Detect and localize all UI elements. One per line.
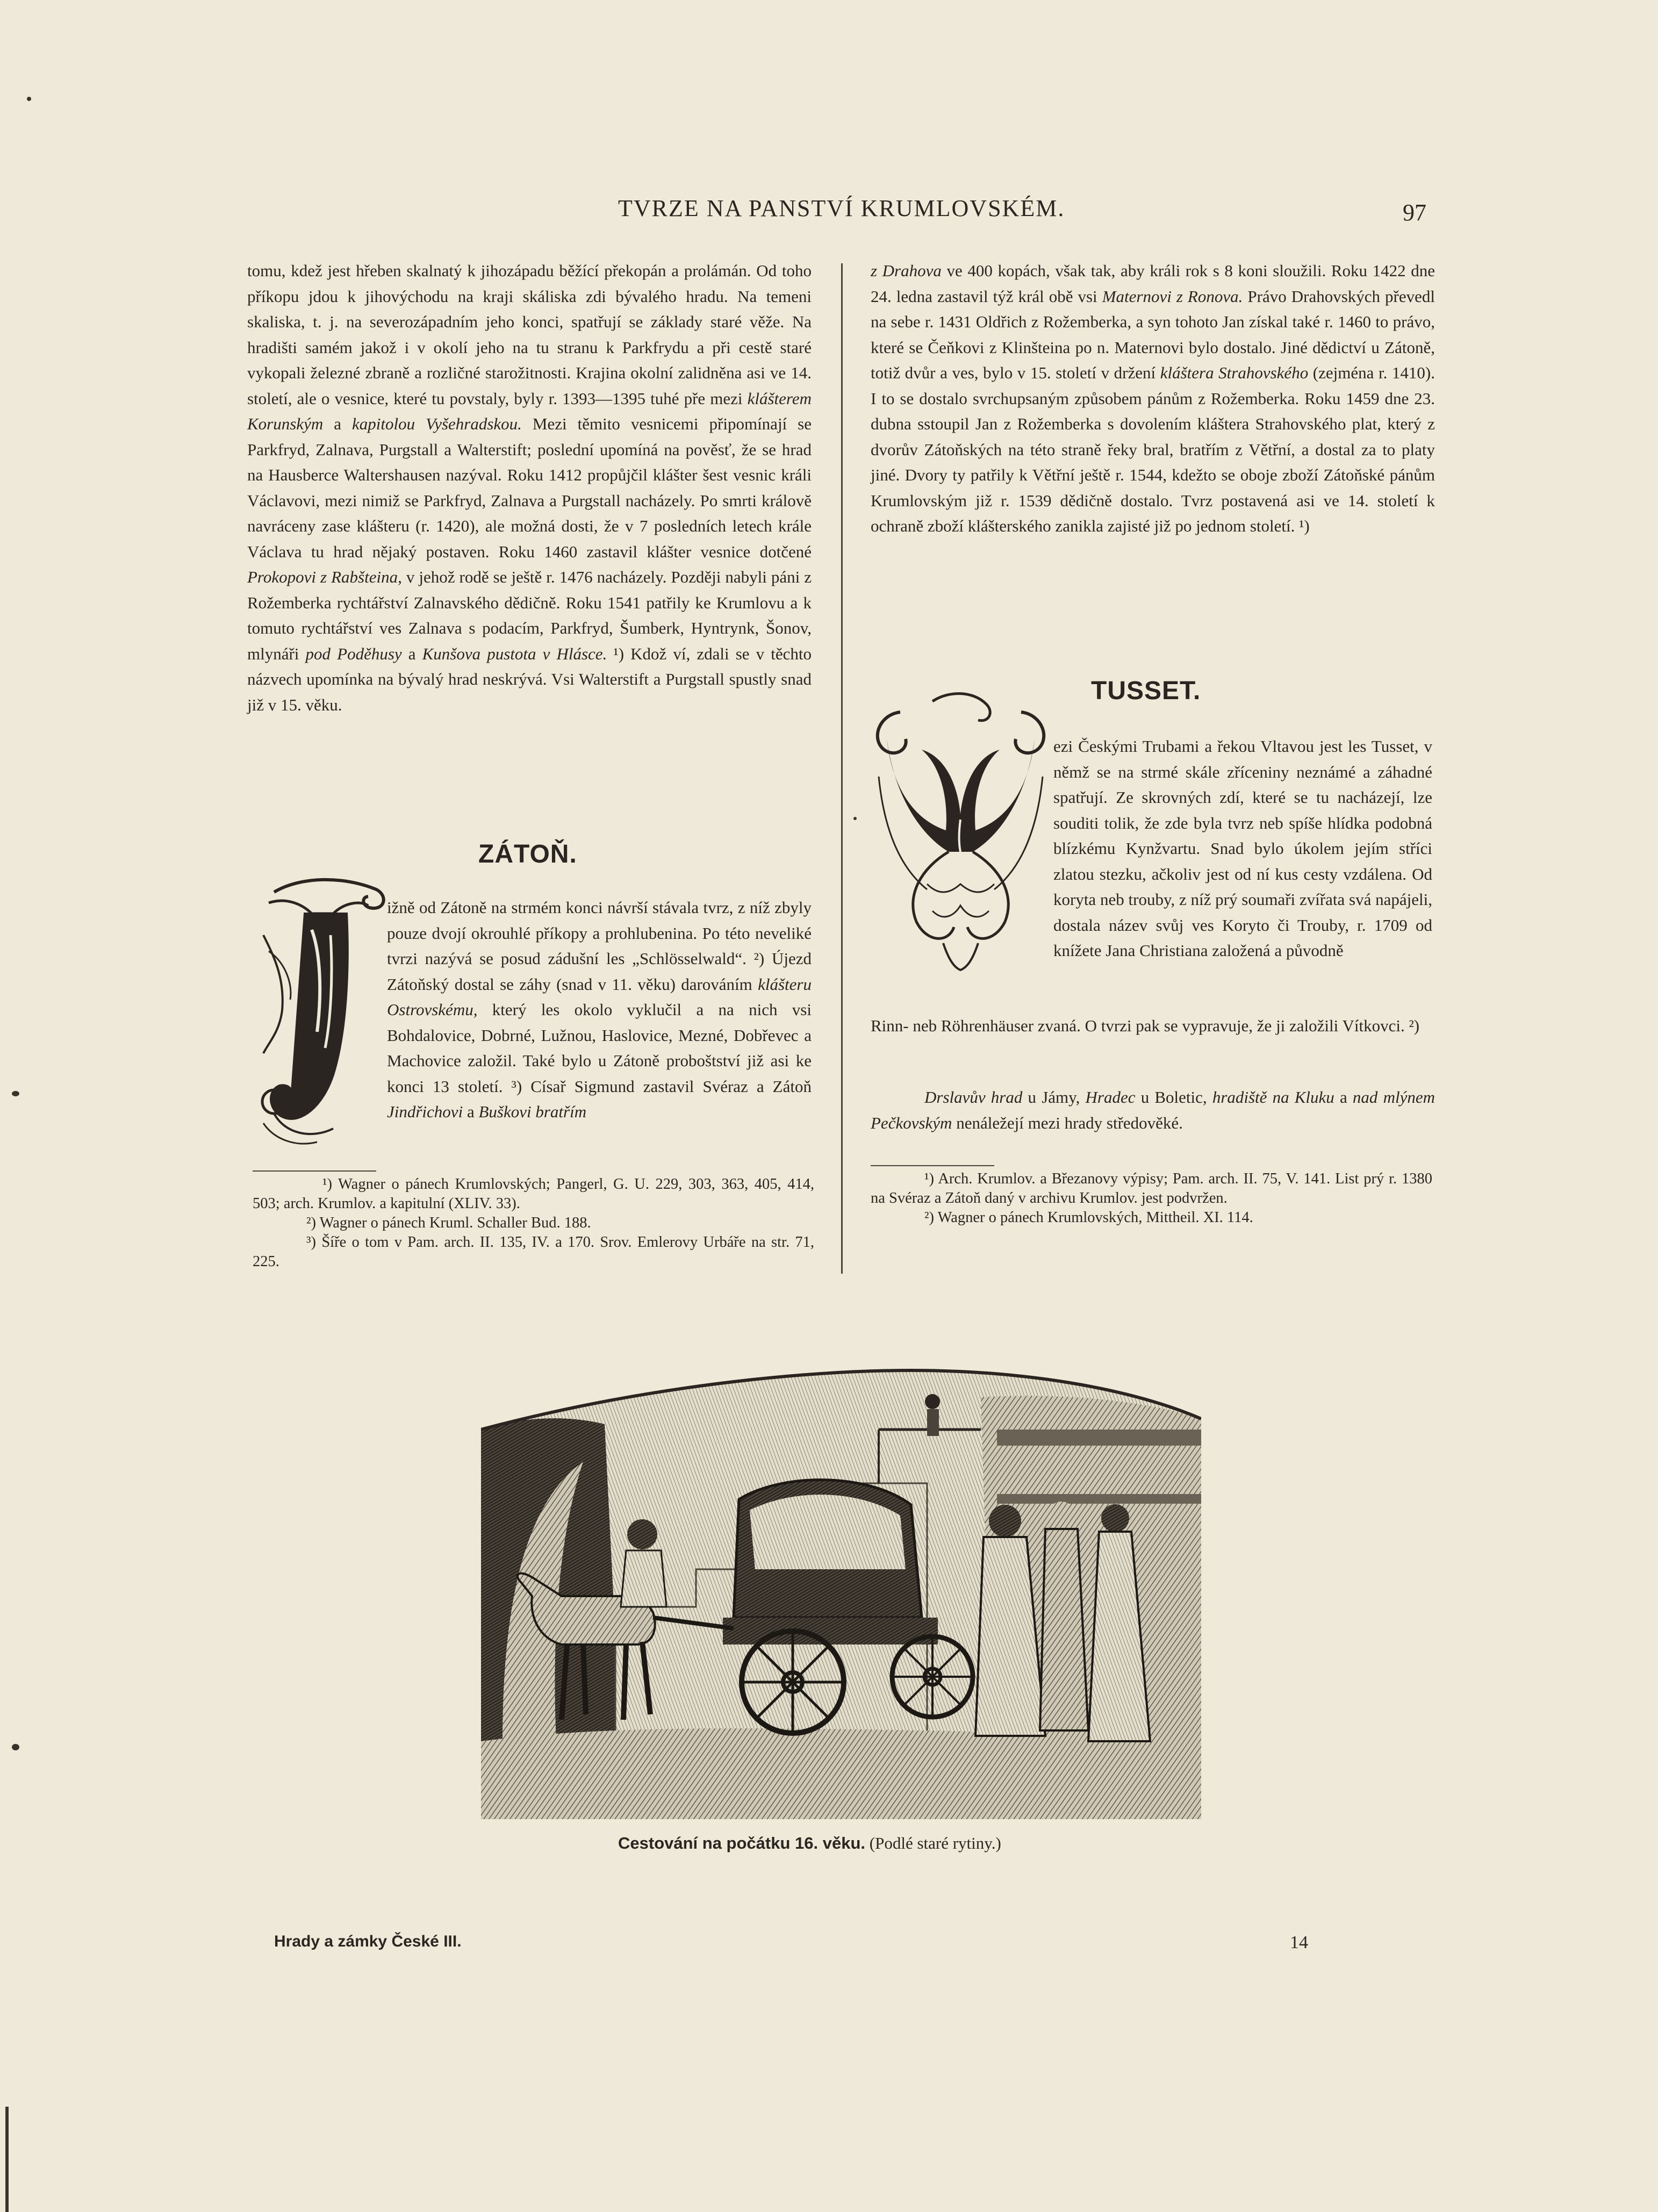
ornamental-initial-m [868, 691, 1053, 975]
column-divider [841, 263, 843, 1274]
text-run: Právo Drahovských převedl na sebe r. 1431 Oldřich z Rožemberka, a syn tohoto Jan získal také r. 1460 to právo, které se Čeňkovi z Klinšteina po n. Maternovi bylo dostalo. Jiné dědictví u Zátoně, totiž dvůr a ves, bylo v 15. století v držení [871, 286, 1435, 382]
italic-run: z Drahova [871, 261, 942, 280]
text-run: (zejména r. 1410). I to se dostalo svrchupsaným způsobem pánům z Rožemberka. Roku 1459 dne 23. dubna sstoupil Jan z Rožemberka s dovolením kláštera Strahovského plat, který z dvorův Zátoňských na této straně řeky bral, bratřím z Větřní, a dostal za to platy jiné. Dvory ty patřily k Větřní ještě r. 1544, kdežto se oboje zboží Zátoňské pánům Krumlovským již r. 1539 dědičně dostalo. Tvrz postavená asi ve 14. století k ochraně zboží klášterského zanikla zajisté již po jednom století. ¹) [871, 363, 1435, 535]
scan-speck [853, 817, 857, 820]
text-run: a [323, 414, 352, 433]
italic-run: Hradec [1085, 1088, 1136, 1107]
text-run: který les okolo vyklučil a na nich vsi Bohdalovice, Dobrné, Lužnou, Haslovice, Mezné, Dobřevec a Machovice založil. Také bylo u Zátoně proboštství již asi ke konci 13 století. ³) Císař Sigmund zastavil Svéraz a Zátoň [387, 1000, 812, 1096]
text-run: u Jámy, [1022, 1088, 1086, 1107]
text-run: a [463, 1102, 479, 1121]
italic-run: kapitolou Vyšehradskou. [352, 414, 522, 433]
zaton-paragraph [387, 895, 812, 1125]
italic-run: nad mlýnem Pečkovským [871, 1088, 1435, 1132]
ornamental-initial-j [253, 871, 392, 1150]
italic-run: Drslavův hrad [924, 1088, 1023, 1107]
tusset-closing-paragraph [871, 1085, 1435, 1136]
text-run: ižně od Zátoně na strmém konci návrší stávala tvrz, z níž zbyly pouze dvojí okrouhlé příkopy a prohlubenina. Po této neveliké tvrzi nazývá se posud zádušní les „Schlösselwald“. ²) Újezd Zátoňský dostal se záhy (snad v 11. věku) darováním [387, 898, 812, 994]
italic-run: pod Poděhusy [305, 644, 402, 663]
text-run: u Boletic, [1135, 1088, 1212, 1107]
initial-m-graphic [868, 691, 1053, 975]
figure-caption-title: Cestování na počátku 16. věku. [618, 1834, 866, 1852]
initial-j-graphic [253, 871, 392, 1150]
footnotes-left [253, 1175, 814, 1272]
text-run: tomu, kdež jest hřeben skalnatý k jihozápadu běžící překopán a prolámán. Od toho příkopu jdou k jihovýchodu na kraji skáliska zdi bývalého hradu. Na temeni skaliska, t. j. na severozápadním jeho konci, spatřují se základy staré věže. Na hradišti samém jakož i v okolí jeho na tu stranu k Parkfrydu a při cestě staré vykopali železné zbraně a rozličné starožitnosti. Krajina okolní zalidněna asi ve 14. století, ale o vesnice, které tu povstaly, byly r. 1393—1395 tuhé pře mezi [247, 261, 812, 408]
figure-caption-source: (Podlé staré rytiny.) [865, 1834, 1001, 1852]
footnote-rule-right [871, 1165, 994, 1166]
scan-speck [12, 1091, 19, 1096]
text-run: ve 400 kopách, však tak, aby králi rok s 8 koni sloužili. Roku 1422 dne 24. ledna zastavil týž král obě vsi [871, 261, 1435, 306]
footnotes-right [871, 1169, 1432, 1227]
text-run: v jehož rodě se ještě r. 1476 nacházely. Později nabyli páni z Rožemberka rychtářství Zalnavského dědičně. Roku 1541 patřily ke Krumlovu a k tomuto rychtářství ves Zalnava s podacím, Parkfryd, Šumberk, Hyntrynk, Šonov, mlynáři [247, 568, 812, 663]
italic-run: Kunšova pustota v Hlásce. [422, 644, 607, 663]
italic-run: Prokopovi z Rabšteina, [247, 568, 402, 586]
text-run: ¹) Kdož ví, zdali se v těchto názvech upomínka na bývalý hrad neskrývá. Vsi Walterstift a Purgstall spustly snad již v 15. věku. [247, 644, 812, 714]
carriage-engraving [481, 1365, 1201, 1819]
italic-run: Jindřichovi [387, 1102, 463, 1121]
footnote-right-2: ²) Wagner o pánech Krumlovských, Mittheil. XI. 114. [924, 1209, 1253, 1226]
scan-speck [27, 97, 31, 101]
page-number: 97 [1403, 199, 1426, 226]
italic-run: kláštera Strahovského [1160, 363, 1309, 382]
figure-caption [618, 1834, 1001, 1853]
footnote-left-1: ¹) Wagner o pánech Krumlovských; Pangerl, G. U. 229, 303, 363, 405, 414, 503; arch. Krumlov. a kapitulní (XLIV. 33). [253, 1176, 814, 1212]
footnote-left-3: ³) Šíře o tom v Pam. arch. II. 135, IV. a 170. Srov. Emlerovy Urbáře na str. 71, 225. [253, 1234, 814, 1270]
binding-edge [5, 2107, 9, 2212]
text-run: a [1334, 1088, 1353, 1107]
running-title: TVRZE NA PANSTVÍ KRUMLOVSKÉM. [618, 195, 1065, 221]
scan-speck [12, 1744, 19, 1750]
zaton-paragraph-text [387, 895, 812, 1125]
footer-book-title: Hrady a zámky České III. [274, 1933, 462, 1950]
left-intro-paragraph [247, 258, 812, 717]
footnote-left-2: ²) Wagner o pánech Kruml. Schaller Bud. 188. [306, 1215, 591, 1231]
italic-run: klášterem Korunským [247, 389, 812, 433]
tusset-paragraph-tail: Rinn- neb Röhrenhäuser zvaná. O tvrzi pak se vypravuje, že ji založili Vítkovci. ²) [871, 1016, 1420, 1035]
footer-signature-mark: 14 [1290, 1933, 1308, 1952]
section-heading-tusset: TUSSET. [1091, 677, 1201, 705]
engraving-illustration [481, 1365, 1201, 1819]
right-intro-paragraph [871, 258, 1435, 539]
italic-run: klášteru Ostrovskému, [387, 974, 812, 1019]
footnote-rule-left [253, 1170, 376, 1172]
right-column-intro [871, 258, 1435, 539]
italic-run: Maternovi z Ronova. [1102, 286, 1243, 306]
text-run: a [401, 644, 422, 663]
italic-run: hradiště na Kluku [1212, 1088, 1334, 1107]
text-run: Mezi těmito vesnicemi připomínají se Parkfryd, Zalnava, Purgstall a Walterstift; poslední upomíná na pověsť, že se hrad na Hausberce Waltershausen nazýval. Roku 1412 propůjčil klášter šest vesnic králi Václavovi, mezi nimiž se Parkfryd, Zalnava a Purgstall nacházely. Po smrti královĕ navráceny zase klášteru (r. 1420), ale možná dosti, že v 7 posledních letech krále Václava tu hrad nějaký postaven. Roku 1460 zastavil klášter vesnice dotčené [247, 414, 812, 561]
tusset-paragraph: ezi Českými Trubami a řekou Vltavou jest les Tusset, v němž se na strmé skále zříceniny neznámé a záhadné spatřují. Ze skrovných zdí, které se tu nacházejí, lze souditi tolik, že zde byla tvrz neb spíše hlídka podobná blízkému Kynžvartu. Snad bylo úkolem jejím stříci zlatou stezku, ačkoliv jest od ní kus cesty vzdálena. Od koryta neb trouby, z níž prý soumaři zvířata svá napájeli, dostala název svůj ves Koryto či Trouby, r. 1709 od knížete Jana Christiana založená a původně [1053, 737, 1432, 960]
left-column-intro [247, 258, 812, 717]
tusset-closing-text [871, 1085, 1435, 1136]
section-heading-zaton: ZÁTOŇ. [478, 840, 577, 868]
text-run: nenáležejí mezi hrady středověké. [952, 1113, 1183, 1132]
italic-run: Buškovi bratřím [478, 1102, 587, 1121]
footnote-right-1: ¹) Arch. Krumlov. a Březanovy výpisy; Pam. arch. II. 75, V. 141. List prý r. 1380 na Svéraz a Zátoň daný v archivu Krumlov. jest podvržen. [871, 1170, 1432, 1206]
